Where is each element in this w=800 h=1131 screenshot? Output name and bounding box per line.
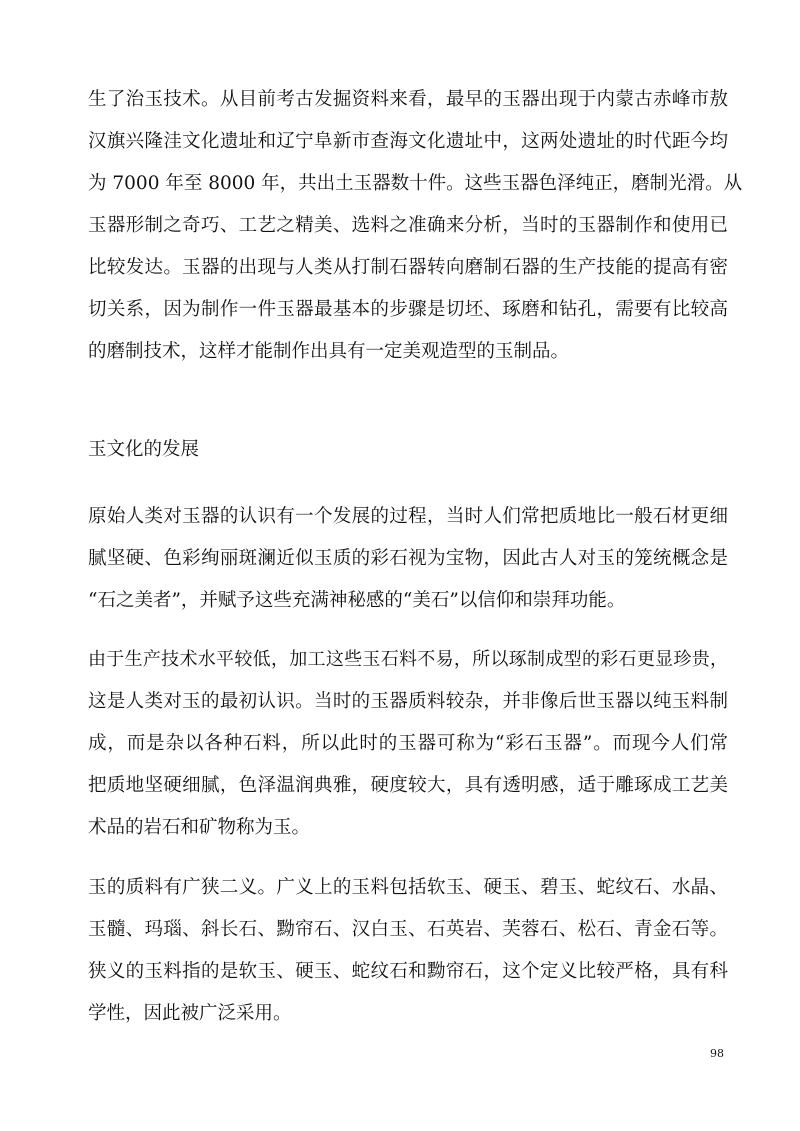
text-line: 玉髓、玛瑙、斜长石、黝帘石、汉白玉、石英岩、芙蓉石、松石、青金石等。 [88,919,728,940]
text-line: 玉器形制之奇巧、工艺之精美、选料之准确来分析，当时的玉器制作和使用已 [88,215,728,236]
text-line: 由于生产技术水平较低，加工这些玉石料不易，所以琢制成型的彩石更显珍贵， [88,649,728,670]
paragraph-jade-craft-origins [88,79,743,373]
text-line: 把质地坚硬细腻，色泽温润典雅，硬度较大，具有透明感，适于雕琢成工艺美 [88,775,728,796]
text-line: 狭义的玉料指的是软玉、硬玉、蛇纹石和黝帘石，这个定义比较严格，具有科 [88,961,728,982]
text-line: 的磨制技术，这样才能制作出具有一定美观造型的玉制品。 [88,341,570,362]
paragraph-colored-stone-jade [88,639,728,849]
text-line: 腻坚硬、色彩绚丽斑澜近似玉质的彩石视为宝物，因此古人对玉的笼统概念是 [88,548,728,569]
text-line: “石之美者”，并赋予这些充满神秘感的“美石”以信仰和崇拜功能。 [88,590,626,611]
text-line: 原始人类对玉器的认识有一个发展的过程，当时人们常把质地比一般石材更细 [88,506,728,527]
text-line: 学性，因此被广泛采用。 [88,1003,292,1024]
text-line: 术品的岩石和矿物称为玉。 [88,817,311,838]
text-line: 切关系，因为制作一件玉器最基本的步骤是切坯、琢磨和钻孔，需要有比较高 [88,299,728,320]
text-line: 玉的质料有广狭二义。广义上的玉料包括软玉、硬玉、碧玉、蛇纹石、水晶、 [88,877,728,898]
text-line: 汉旗兴隆洼文化遗址和辽宁阜新市查海文化遗址中，这两处遗址的时代距今均 [88,131,728,152]
paragraph-jade-materials [88,867,728,1035]
text-line: 生了治玉技术。从目前考古发掘资料来看，最早的玉器出现于内蒙古赤峰市敖 [88,89,728,110]
text-line: 比较发达。玉器的出现与人类从打制石器转向磨制石器的生产技能的提高有密 [88,257,728,278]
paragraph-early-jade-concept [88,496,728,622]
page-number: 98 [710,1047,724,1060]
section-heading: 玉文化的发展 [88,439,200,460]
text-line: 这是人类对玉的最初认识。当时的玉器质料较杂，并非像后世玉器以纯玉料制 [88,691,728,712]
text-line: 成，而是杂以各种石料，所以此时的玉器可称为“彩石玉器”。而现今人们常 [88,733,728,754]
text-line: 为 7000 年至 8000 年，共出土玉器数十件。这些玉器色泽纯正，磨制光滑。从 [88,173,743,194]
